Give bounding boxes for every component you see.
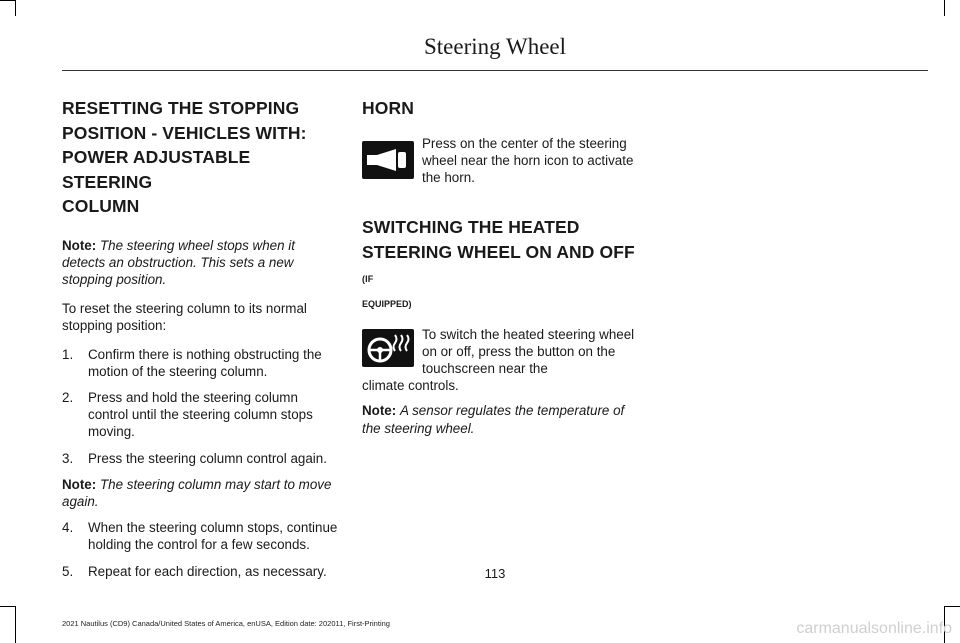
left-column [62, 96, 340, 580]
edition-footer: 2021 Nautilus (CD9) Canada/United States of America, enUSA, Edition date: 202011, First-Printing [62, 619, 390, 628]
page-title: Steering Wheel [424, 34, 566, 59]
note-text: The steering column may start to move again. [62, 476, 332, 509]
crop-mark [944, 0, 945, 16]
heading-text: STEERING WHEEL ON AND OFF [362, 241, 635, 262]
heading-line: POWER ADJUSTABLE STEERING [62, 147, 251, 192]
note-label: Note: [362, 403, 397, 419]
step-number: 1. [62, 346, 74, 362]
note-text: A sensor regulates the temperature of the steering wheel. [362, 403, 625, 436]
horn-icon [362, 141, 414, 179]
step-text: Press the steering column control again. [88, 450, 327, 466]
heading-line [362, 240, 640, 292]
heading-line: RESETTING THE STOPPING [62, 98, 300, 118]
heading-qualifier-cont: EQUIPPED) [362, 298, 412, 309]
step-number: 5. [62, 563, 74, 579]
crop-mark [0, 606, 16, 607]
section-heading-heated [362, 215, 640, 292]
crop-mark [15, 0, 16, 16]
note-obstruction [62, 237, 340, 289]
note-label: Note: [62, 237, 97, 253]
list-item [62, 519, 340, 553]
note-sensor [362, 402, 640, 436]
horn-block [362, 135, 640, 187]
heading-line: POSITION - VEHICLES WITH: [62, 122, 307, 143]
crop-mark [0, 0, 16, 1]
steps-list [62, 346, 340, 467]
note-label: Note: [62, 476, 97, 492]
right-column [362, 96, 640, 437]
step-number: 4. [62, 520, 74, 536]
section-heading-horn: HORN [362, 98, 414, 118]
horn-text: Press on the center of the steering wheel near the horn icon to activate the horn. [422, 135, 634, 185]
step-number: 2. [62, 389, 74, 405]
heading-line: COLUMN [62, 196, 140, 216]
page-number: 113 [484, 566, 506, 581]
crop-mark [15, 606, 16, 643]
heated-block [362, 326, 640, 378]
list-item [62, 450, 340, 467]
heading-qualifier: (IF [362, 274, 374, 285]
section-heading-resetting [62, 96, 340, 219]
heading-line: SWITCHING THE HEATED [362, 217, 580, 238]
note-may-move [62, 476, 340, 510]
heated-steering-wheel-icon [362, 329, 414, 367]
heated-text-cont: climate controls. [362, 378, 459, 394]
step-text: Repeat for each direction, as necessary. [88, 563, 327, 579]
list-item [62, 346, 340, 380]
heated-text: To switch the heated steering wheel on or off, press the button on the touchscreen near the [422, 326, 635, 377]
step-text: Press and hold the steering column control until the steering column stops moving. [88, 389, 313, 440]
list-item [62, 389, 340, 441]
header-divider [62, 70, 928, 71]
intro-text: To reset the steering column to its normal stopping position: [62, 301, 307, 334]
note-text: The steering wheel stops when it detects an obstruction. This sets a new stopping position. [62, 237, 295, 287]
step-number: 3. [62, 450, 74, 466]
watermark: carmanualsonline.info [796, 620, 952, 637]
crop-mark [944, 606, 960, 607]
step-text: Confirm there is nothing obstructing the motion of the steering column. [88, 346, 322, 379]
step-text: When the steering column stops, continue holding the control for a few seconds. [88, 520, 338, 553]
